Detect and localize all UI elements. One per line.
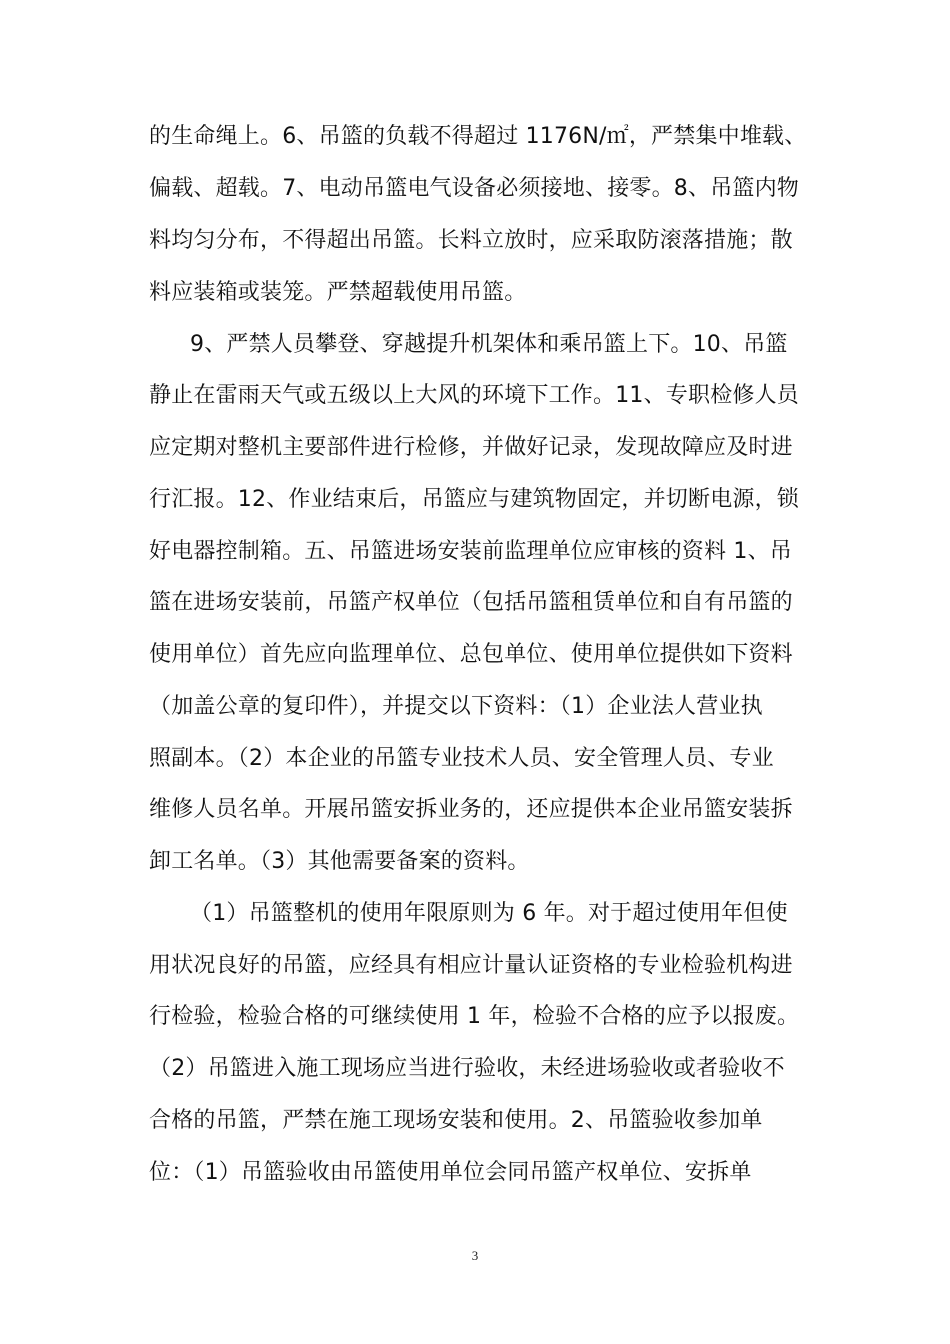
page-number: 3 [471, 1248, 479, 1263]
text-line: 料应装箱或装笼。严禁超载使用吊篮。 [149, 280, 527, 305]
text-line: （加盖公章的复印件），并提交以下资料：（1）企业法人营业执 [149, 694, 763, 719]
text-line: 应定期对整机主要部件进行检修，并做好记录，发现故障应及时进 [149, 435, 793, 460]
text-line: 篮在进场安装前，吊篮产权单位（包括吊篮租赁单位和自有吊篮的 [149, 590, 793, 615]
text-line: 偏载、超载。7、电动吊篮电气设备必须接地、接零。8、吊篮内物 [149, 176, 799, 201]
text-line: 维修人员名单。开展吊篮安拆业务的，还应提供本企业吊篮安装拆 [149, 797, 793, 822]
text-line: 9、严禁人员攀登、穿越提升机架体和乘吊篮上下。10、吊篮 [190, 332, 788, 357]
text-line: 合格的吊篮，严禁在施工现场安装和使用。2、吊篮验收参加单 [149, 1108, 763, 1133]
text-line: （2）吊篮进入施工现场应当进行验收，未经进场验收或者验收不 [149, 1056, 785, 1081]
text-line: 照副本。（2）本企业的吊篮专业技术人员、安全管理人员、专业 [149, 746, 774, 771]
text-line: 位：（1）吊篮验收由吊篮使用单位会同吊篮产权单位、安拆单 [149, 1160, 752, 1185]
text-line: 行汇报。12、作业结束后，吊篮应与建筑物固定，并切断电源，锁 [149, 487, 799, 512]
text-line: 的生命绳上。6、吊篮的负载不得超过 1176N/㎡，严禁集中堆载、 [149, 124, 807, 149]
text-line: （1）吊篮整机的使用年限原则为 6 年。对于超过使用年但使 [190, 901, 788, 926]
text-line: 卸工名单。（3）其他需要备案的资料。 [149, 849, 530, 874]
text-line: 静止在雷雨天气或五级以上大风的环境下工作。11、专职检修人员 [149, 383, 799, 408]
text-line: 使用单位）首先应向监理单位、总包单位、使用单位提供如下资料 [149, 642, 793, 667]
text-line: 料均匀分布，不得超出吊篮。长料立放时，应采取防滚落措施；散 [149, 228, 793, 253]
text-line: 好电器控制箱。五、吊篮进场安装前监理单位应审核的资料 1、吊 [149, 539, 792, 564]
text-line: 用状况良好的吊篮，应经具有相应计量认证资格的专业检验机构进 [149, 953, 793, 978]
text-line: 行检验，检验合格的可继续使用 1 年，检验不合格的应予以报废。 [149, 1004, 800, 1029]
